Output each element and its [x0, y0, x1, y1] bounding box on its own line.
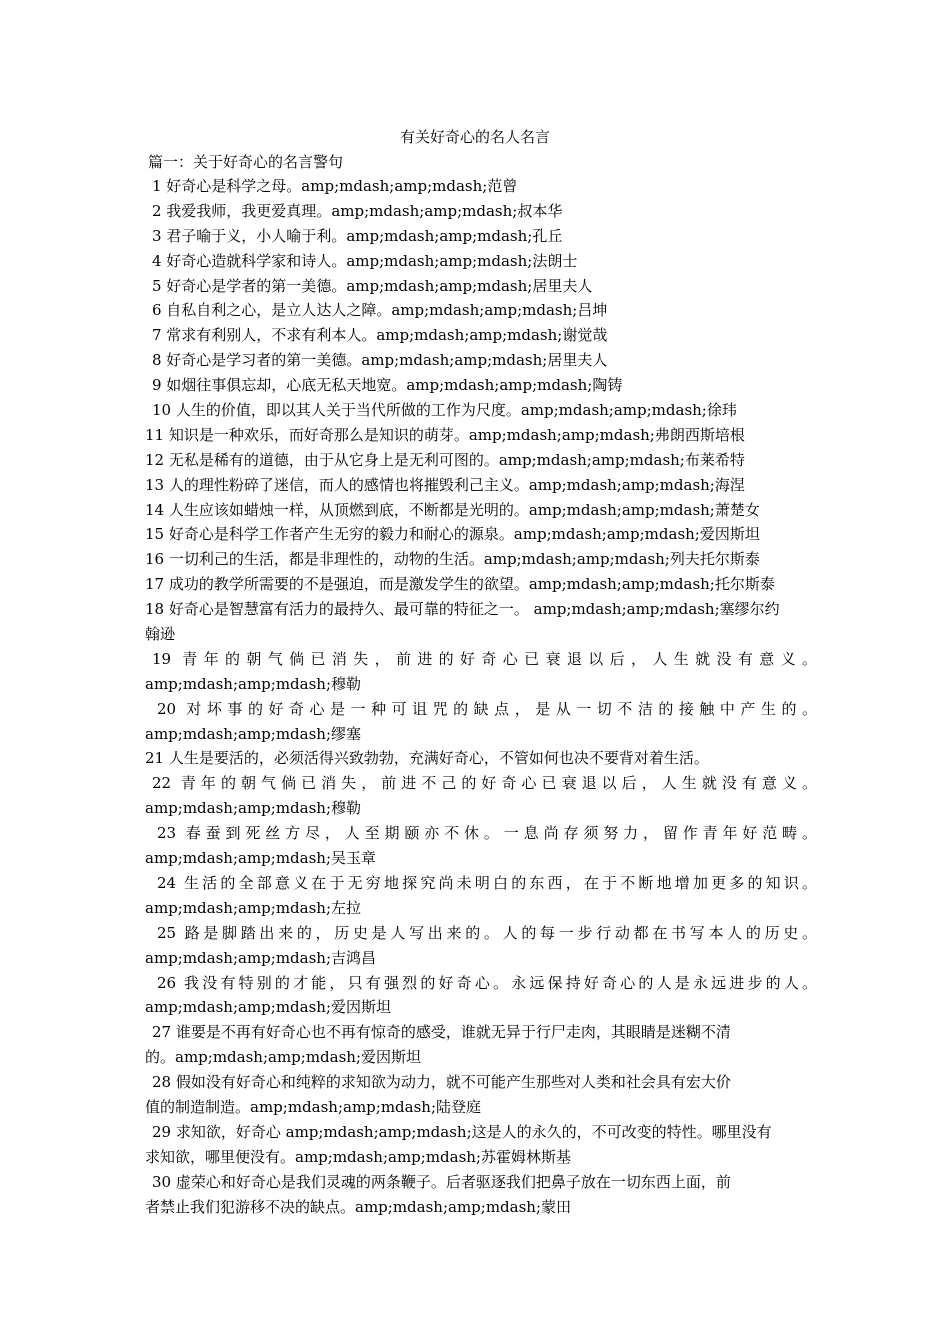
text-line: amp;mdash;amp;mdash;吴玉章	[145, 849, 377, 868]
text-line: 11 知识是一种欢乐，而好奇那么是知识的萌芽。amp;mdash;amp;mdash;弗朗西斯培根	[145, 425, 745, 444]
text-line: 24 生活的全部意义在于无穷地探究尚未明白的东西，在于不断地增加更多的知识。	[157, 873, 817, 892]
text-line: 22 青年的朝气倘已消失，前进不己的好奇心已衰退以后，人生就没有意义。	[152, 774, 817, 793]
text-line: 23 春蚕到死丝方尽，人至期颐亦不休。一息尚存须努力，留作青年好范畴。	[157, 824, 817, 843]
section-heading: 篇一：关于好奇心的名言警句	[148, 153, 344, 171]
text-line: 28 假如没有好奇心和纯粹的求知欲为动力，就不可能产生那些对人类和社会具有宏大价	[152, 1073, 731, 1092]
text-line: 值的制造制造。amp;mdash;amp;mdash;陆登庭	[145, 1097, 482, 1116]
text-line: 6 自私自利之心，是立人达人之障。amp;mdash;amp;mdash;吕坤	[152, 301, 608, 320]
text-line: 16 一切利己的生活，都是非理性的，动物的生活。amp;mdash;amp;mdash;列夫托尔斯泰	[145, 550, 760, 569]
text-line: 30 虚荣心和好奇心是我们灵魂的两条鞭子。后者驱逐我们把鼻子放在一切东西上面，前	[152, 1172, 731, 1191]
text-line: 20 对坏事的好奇心是一种可诅咒的缺点，是从一切不洁的接触中产生的。	[157, 699, 817, 718]
text-line: amp;mdash;amp;mdash;左拉	[145, 898, 362, 917]
text-line: 19 青年的朝气倘已消失，前进的好奇心已衰退以后，人生就没有意义。	[152, 649, 817, 668]
text-line: amp;mdash;amp;mdash;穆勒	[145, 674, 362, 693]
text-line: 4 好奇心造就科学家和诗人。amp;mdash;amp;mdash;法朗士	[152, 251, 578, 270]
text-line: 21 人生是要活的，必须活得兴致勃勃，充满好奇心，不管如何也决不要背对着生活。	[145, 749, 709, 768]
text-line: amp;mdash;amp;mdash;缪塞	[145, 724, 362, 743]
text-line: 15 好奇心是科学工作者产生无穷的毅力和耐心的源泉。amp;mdash;amp;mdash;爱因斯坦	[145, 525, 760, 544]
quote-list	[145, 174, 817, 1219]
text-line: 13 人的理性粉碎了迷信，而人的感情也将摧毁利己主义。amp;mdash;amp;mdash;海涅	[145, 475, 745, 494]
text-line: 10 人生的价值，即以其人关于当代所做的工作为尺度。amp;mdash;amp;mdash;徐玮	[152, 401, 737, 420]
text-line: 25 路是脚踏出来的，历史是人写出来的。人的每一步行动都在书写本人的历史。	[157, 923, 817, 942]
text-line: 18 好奇心是智慧富有活力的最持久、最可靠的特征之一。 amp;mdash;amp;mdash;塞缪尔约	[145, 600, 780, 619]
text-line: 2 我爱我师，我更爱真理。amp;mdash;amp;mdash;叔本华	[152, 201, 563, 220]
text-line: 1 好奇心是科学之母。amp;mdash;amp;mdash;范曾	[152, 177, 518, 195]
text-line: amp;mdash;amp;mdash;穆勒	[145, 799, 362, 818]
text-line: 17 成功的教学所需要的不是强迫，而是激发学生的欲望。amp;mdash;amp;mdash;托尔斯泰	[145, 575, 775, 594]
text-line: 14 人生应该如蜡烛一样，从顶燃到底，不断都是光明的。amp;mdash;amp;mdash;萧楚女	[145, 500, 760, 519]
text-line: amp;mdash;amp;mdash;爱因斯坦	[145, 998, 392, 1017]
text-line: 29 求知欲，好奇心 amp;mdash;amp;mdash;这是人的永久的，不可改变的特性。哪里没有	[152, 1122, 772, 1141]
text-line: 12 无私是稀有的道德，由于从它身上是无利可图的。amp;mdash;amp;mdash;布莱希特	[145, 450, 745, 469]
text-line: 翰逊	[145, 625, 176, 644]
text-line: 者禁止我们犯游移不决的缺点。amp;mdash;amp;mdash;蒙田	[145, 1197, 572, 1216]
text-line: 27 谁要是不再有好奇心也不再有惊奇的感受，谁就无异于行尸走肉，其眼睛是迷糊不清	[152, 1023, 731, 1042]
text-line: 9 如烟往事俱忘却，心底无私天地宽。amp;mdash;amp;mdash;陶铸	[152, 376, 623, 395]
text-line: 的。amp;mdash;amp;mdash;爱因斯坦	[145, 1048, 422, 1067]
document-title: 有关好奇心的名人名言	[399, 128, 550, 146]
text-line: 7 常求有利别人，不求有利本人。amp;mdash;amp;mdash;谢觉哉	[152, 326, 608, 345]
text-line: 8 好奇心是学习者的第一美德。amp;mdash;amp;mdash;居里夫人	[152, 351, 608, 370]
text-line: 求知欲，哪里便没有。amp;mdash;amp;mdash;苏霍姆林斯基	[145, 1147, 572, 1166]
text-line: 5 好奇心是学者的第一美德。amp;mdash;amp;mdash;居里夫人	[152, 276, 593, 295]
text-line: amp;mdash;amp;mdash;吉鸿昌	[145, 948, 377, 967]
text-line: 26 我没有特别的才能，只有强烈的好奇心。永远保持好奇心的人是永远进步的人。	[157, 973, 817, 992]
text-line: 3 君子喻于义，小人喻于利。amp;mdash;amp;mdash;孔丘	[152, 226, 563, 245]
